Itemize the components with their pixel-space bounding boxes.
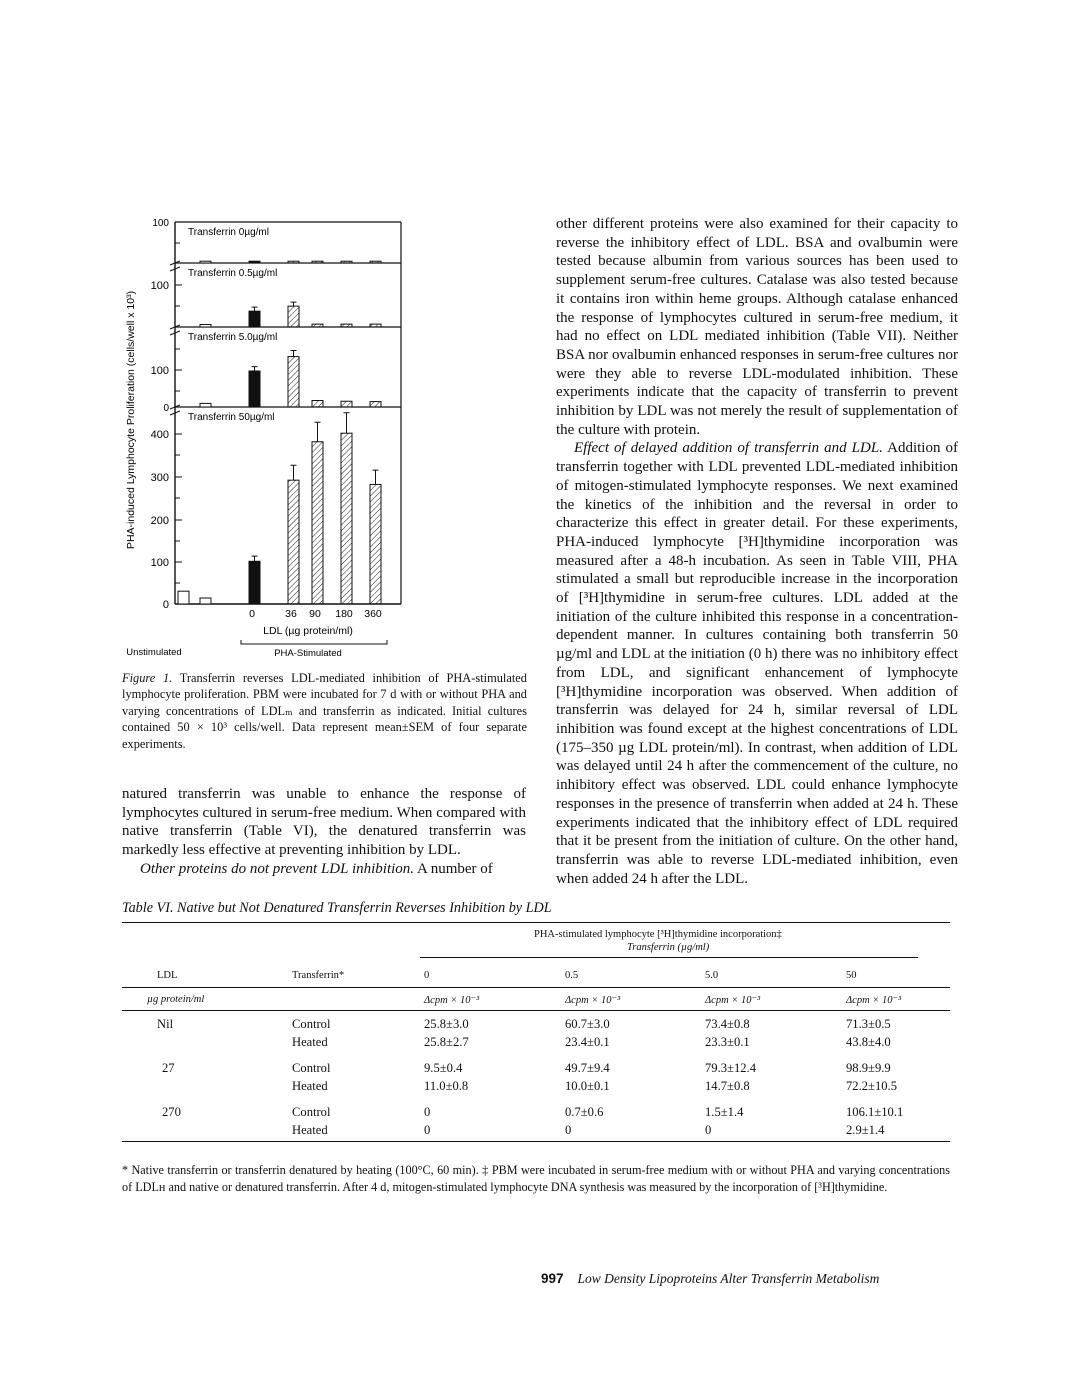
running-title: Low Density Lipoproteins Alter Transferrin Metabolism [577, 1271, 880, 1286]
bar [341, 401, 352, 407]
col-header-transferrin: Transferrin* [292, 970, 345, 981]
bar [288, 480, 299, 604]
tick-label: 100 [150, 365, 169, 377]
bar [312, 261, 323, 263]
unit: Δcpm × 10⁻³ [846, 995, 902, 1006]
table-cell: 98.9±9.9 [846, 1061, 891, 1075]
table-cell: 10.0±0.1 [565, 1079, 610, 1093]
col-header: 50 [846, 970, 857, 981]
bar [370, 261, 381, 263]
pha-stimulated-label: PHA-Stimulated [274, 648, 342, 659]
bar [312, 442, 323, 604]
error-bar [344, 413, 350, 433]
span-header: PHA-stimulated lymphocyte [³H]thymidine incorporation‡ [534, 929, 782, 940]
bar [370, 402, 381, 407]
page-footer [541, 1271, 879, 1287]
bar [249, 371, 260, 407]
error-bar [291, 302, 297, 306]
unit: Δcpm × 10⁻³ [705, 995, 761, 1006]
col-header: 0.5 [565, 970, 579, 981]
table-cell: 72.2±10.5 [846, 1079, 897, 1093]
paragraph: other different proteins were also examined for their capacity to reverse the inhibitory effect of LDL. BSA and ovalbumin were tested because albumin from various sources has been used to supplement serum-free cultures. Catalase was also tested because it contains iron within heme groups. Although catalase enhanced the response of lymphocytes cultured in serum-free medium, it had no effect on LDL mediated inhibition (Table VII). Neither BSA nor ovalbumin enhanced responses in serum-free cultures nor were they able to reverse LDL-modulated inhibition. These experiments indicate that the capacity of transferrin to prevent inhibition by LDL was not merely the result of supplementation of the culture with protein. [556, 216, 958, 438]
table-cell: 0 [705, 1123, 712, 1137]
table-cell: 60.7±3.0 [565, 1017, 610, 1031]
tick-label: 400 [150, 429, 169, 441]
cell-transferrin: Control [292, 1061, 331, 1075]
cell-ldl: Nil [157, 1017, 174, 1031]
table-cell: 25.8±2.7 [424, 1035, 469, 1049]
paragraph-text: A number of [414, 860, 493, 877]
table-cell: 23.4±0.1 [565, 1035, 610, 1049]
figure-1 [108, 215, 408, 665]
panel-label: Transferrin 0.5µg/ml [188, 268, 278, 279]
table-cell: 0.7±0.6 [565, 1105, 604, 1119]
table-cell: 79.3±12.4 [705, 1061, 756, 1075]
table-cell: 0 [565, 1123, 572, 1137]
x-tick-label: 180 [335, 608, 353, 620]
panel-label: Transferrin 50µg/ml [188, 412, 275, 423]
table-cell: 106.1±10.1 [846, 1105, 904, 1119]
cell-transferrin: Heated [292, 1035, 328, 1049]
bar [249, 561, 260, 604]
paragraph-text: Addition of transferrin together with LDL prevented LDL-mediated inhibition of mitogen-stimulated lymphocyte responses. We next examined the kinetics of the inhibition and the reversal in order to characterize this effect in greater detail. For these experiments, PHA-induced lymphocyte [³H]thymidine incorporation was measured after a 48-h incubation. As seen in Table VIII, PHA stimulated a small but reproducible increase in the incorporation of [³H]thymidine in serum-free cultures. LDL added at the initiation of the culture inhibited this response in a concentration-dependent manner. In cultures containing both transferrin 50 µg/ml and LDL at the initiation (0 h) there was no inhibitory effect from LDL, and significant enhancement of lymphocyte [³H]thymidine incorporation was observed. When addition of transferrin was delayed for 24 h, similar reversal of LDL inhibition was found except at the highest concentrations of LDL (175–350 µg LDL protein/ml). In contrast, when addition of LDL was delayed until 24 h after the commencement of the culture, no inhibitory effect was observed. LDL could enhance lymphocyte responses in the presence of transferrin when added at 24 h. These experiments indicated that the inhibitory effect of LDL required that it be present from the initiation of culture. On the other hand, transferrin was able to reverse LDL-mediated inhibition, even when added 24 h after the LDL. [556, 440, 958, 887]
error-bar [252, 556, 258, 561]
bar [178, 591, 189, 604]
error-bar [373, 470, 379, 484]
table-cell: 71.3±0.5 [846, 1017, 891, 1031]
bar [341, 324, 352, 327]
x-axis-label: LDL (µg protein/ml) [263, 625, 353, 637]
table-cell: 9.5±0.4 [424, 1061, 463, 1075]
caption-text: Transferrin reverses LDL-mediated inhibition of PHA-stimulated lymphocyte proliferation. PBM were incubated for 7 d with or without PHA and varying concentrations of LDLₘ and transferrin as indicated. Initial cultures contained 50 × 10³ cells/well. Data represent mean±SEM of four separate experiments. [122, 671, 527, 751]
bar [200, 261, 211, 263]
cell-transferrin: Control [292, 1105, 331, 1119]
tick-label: 100 [152, 218, 169, 229]
bar [249, 311, 260, 327]
figure-1-chart [108, 215, 408, 665]
body-left-column [122, 785, 526, 879]
tick-label: 100 [150, 557, 169, 569]
col-header-ldl: LDL [157, 970, 178, 981]
figure-caption [122, 670, 527, 752]
bar [200, 403, 211, 407]
table-cell: 25.8±3.0 [424, 1017, 469, 1031]
cell-ldl: 270 [162, 1105, 181, 1119]
tick-label: 100 [150, 280, 169, 292]
paragraph [556, 439, 958, 888]
x-tick-label: 36 [285, 608, 297, 620]
bar [288, 306, 299, 327]
x-tick-label: 90 [309, 608, 321, 620]
x-tick-label: 360 [364, 608, 382, 620]
bar [312, 324, 323, 327]
table-cell: 1.5±1.4 [705, 1105, 744, 1119]
error-bar [291, 465, 297, 480]
table-cell: 14.7±0.8 [705, 1079, 750, 1093]
bar [288, 357, 299, 407]
unit-ldl: µg protein/ml [147, 994, 205, 1005]
cell-ldl: 27 [162, 1061, 175, 1075]
table-footnote: * Native transferrin or transferrin denatured by heating (100°C, 60 min). ‡ PBM were incubated in serum-free medium with or without PHA and varying concentrations of LDLʜ and native or denatured transferrin. After 4 d, mitogen-stimulated lymphocyte DNA synthesis was measured by the incorporation of [³H]thymidine. [122, 1163, 950, 1194]
table-cell: 43.8±4.0 [846, 1035, 891, 1049]
bar [341, 261, 352, 263]
table-cell: 0 [424, 1123, 431, 1137]
section-heading: Effect of delayed addition of transferrin and LDL. [574, 440, 883, 457]
table-cell: 11.0±0.8 [424, 1079, 469, 1093]
error-bar [315, 422, 321, 441]
bar [370, 484, 381, 604]
unit: Δcpm × 10⁻³ [565, 995, 621, 1006]
page-number: 997 [541, 1271, 564, 1286]
bar [312, 401, 323, 407]
caption-label: Figure 1. [122, 671, 173, 685]
y-axis-label: PHA-induced Lymphocyte Proliferation (cells/well x 10³) [125, 290, 137, 550]
bar [200, 324, 211, 327]
col-header: 0 [424, 970, 430, 981]
paragraph [122, 860, 526, 879]
table-cell: 23.3±0.1 [705, 1035, 750, 1049]
error-bar [252, 307, 258, 311]
unit: Δcpm × 10⁻³ [424, 995, 480, 1006]
col-header: 5.0 [705, 970, 719, 981]
bar [249, 261, 260, 263]
table-title: Table VI. Native but Not Denatured Transferrin Reverses Inhibition by LDL [122, 900, 552, 916]
error-bar [291, 351, 297, 357]
bar [370, 324, 381, 327]
paragraph: natured transferrin was unable to enhance the response of lymphocytes cultured in serum-free medium. When compared with native transferrin (Table VI), the denatured transferrin was markedly less effective at preventing inhibition by LDL. [122, 786, 526, 859]
tick-label: 0 [162, 599, 169, 611]
table-cell: 0 [424, 1105, 431, 1119]
panel-label: Transferrin 0µg/ml [188, 227, 269, 238]
cell-transferrin: Heated [292, 1123, 328, 1137]
table-cell: 49.7±9.4 [565, 1061, 610, 1075]
span-subheader: Transferrin (µg/ml) [627, 942, 710, 953]
tick-label: 300 [150, 472, 169, 484]
unstimulated-label: Unstimulated [126, 647, 182, 658]
x-tick-label: 0 [249, 608, 255, 620]
body-right-column [556, 215, 958, 888]
section-heading: Other proteins do not prevent LDL inhibition. [140, 860, 415, 877]
table-cell: 73.4±0.8 [705, 1017, 750, 1031]
bar [341, 433, 352, 604]
tick-label: 0 [163, 403, 169, 414]
cell-transferrin: Control [292, 1017, 331, 1031]
bar [288, 261, 299, 263]
error-bar [252, 367, 258, 371]
tick-label: 200 [150, 515, 169, 527]
cell-transferrin: Heated [292, 1079, 328, 1093]
table-cell: 2.9±1.4 [846, 1123, 885, 1137]
panel-label: Transferrin 5.0µg/ml [188, 332, 278, 343]
bar [200, 598, 211, 604]
